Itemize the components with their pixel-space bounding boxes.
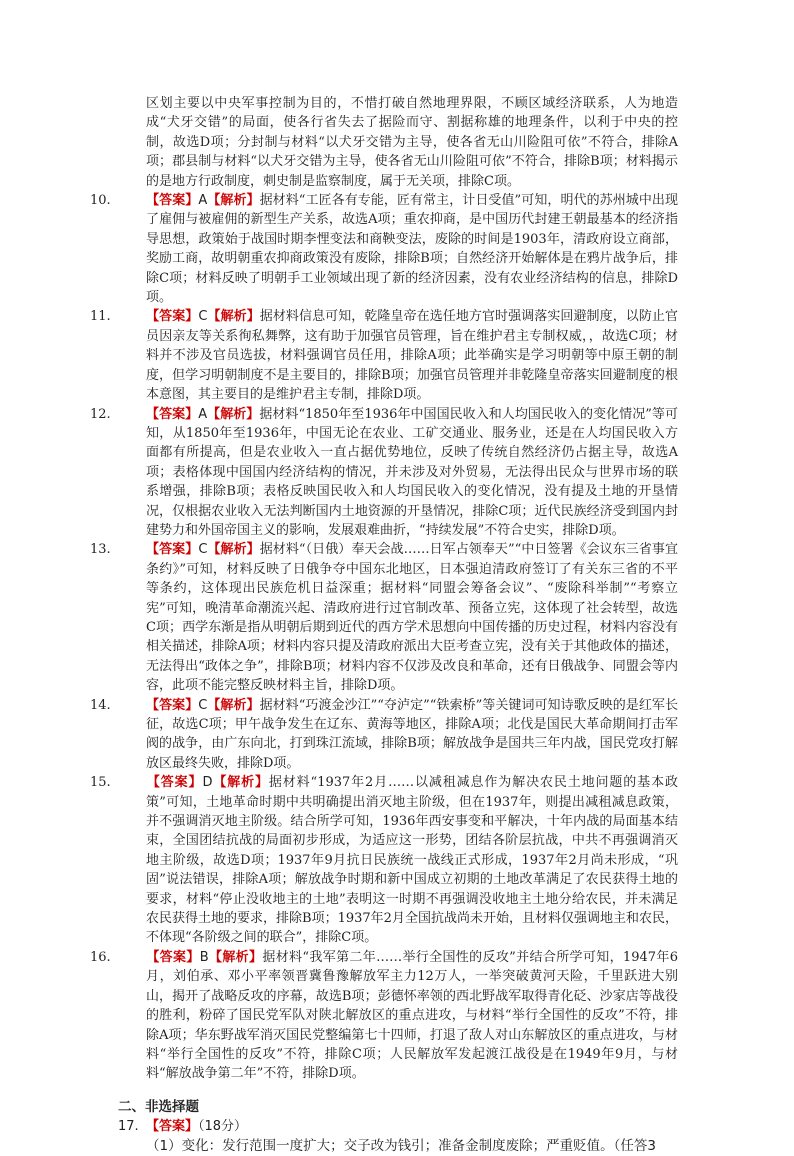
analysis-text: 据材料“工匠各有专能，匠有常主，计日受值”可知，明代的苏州城中出现了雇佣与被雇佣的新型生产关系，故选A项；重农抑商，是中国历代封建王朝最基本的经济指导思想，政策始于战国时期李悝变法和商鞅变法，废除的时间是1903年，清政府设立商部，奖励工商，故明朝重农抑商政策没有废除，排除B项；自然经济开始解体是在鸦片战争后，排除C项；材料反映了明朝手工业领域出现了新的经济因素，没有农业经济结构的信息，排除D项。 xyxy=(146,193,678,306)
item-number: 13. xyxy=(90,542,111,558)
analysis-tag: 【解析】 xyxy=(207,697,260,713)
answer-letter: A xyxy=(198,193,208,209)
answer-item-11 xyxy=(90,307,678,404)
answer-letter: C xyxy=(198,697,208,713)
analysis-tag: 【解析】 xyxy=(207,542,260,558)
analysis-tag: 【解析】 xyxy=(212,775,269,791)
analysis-tag: 【解析】 xyxy=(207,406,260,422)
answer-item-14 xyxy=(90,696,678,774)
analysis-tag: 【解析】 xyxy=(207,193,260,209)
answer-item-16 xyxy=(90,948,678,1084)
analysis-text: 据材料“（日俄）奉天会战……日军占领奉天”“中日签署《会议东三省事宜条约》”可知，材料反映了日俄争夺中国东北地区，日本强迫清政府签订了有关东三省的不平等条约，这体现出民族危机日益深重；据材料“同盟会筹备会议”、“废除科举制”“考察立宪”可知，晚清革命潮流兴起、清政府进行过官制改革、预备立宪，这体现了社会转型，故选C项；西学东渐是指从明朝后期到近代的西方学术思想向中国传播的历史过程，材料内容没有相关描述，排除A项；材料内容只提及清政府派出大臣考查立宪，没有关于其他政体的描述，无法得出“政体之争”，排除B项；材料内容不仅涉及改良和革命，还有日俄战争、同盟会等内容，此项不能完整反映材料主旨，排除D项。 xyxy=(146,542,678,694)
answer-tag: 【答案】 xyxy=(146,309,199,325)
analysis-tag: 【解析】 xyxy=(207,309,260,325)
answer-letter: A xyxy=(198,406,208,422)
answer-letter: C xyxy=(198,542,208,558)
score-label: （18分） xyxy=(198,1119,248,1135)
analysis-text: 据材料“1850年至1936年中国国民收入和人均国民收入的变化情况”等可知，从1850年至1936年，中国无论在农业、工矿交通业、服务业，还是在人均国民收入方面都有所提高，但是农业收入一直占据优势地位，反映了传统自然经济仍占据主导，故选A项；表格体现中国国内经济结构的情况，并未涉及对外贸易，无法得出民众与世界市场的联系增强，排除B项；表格反映国民收入和人均国民收入的变化情况，没有提及土地的开垦情况，仅根据农业收入无法判断国内土地资源的开垦情况，排除C项；近代民族经济受到国内封建势力和外国帝国主义的影响，发展艰难曲折，“持续发展”不符合史实，排除D项。 xyxy=(146,406,678,538)
answer-tag: 【答案】 xyxy=(146,775,203,791)
section-heading: 二、非选择题 xyxy=(118,1098,199,1115)
analysis-text: 据材料“1937年2月……以减租减息作为解决农民土地问题的基本政策”可知，土地革命时期中共明确提出消灭地主阶级，但在1937年，则提出减租减息政策，并不强调消灭地主阶级。结合所学可知，1936年西安事变和平解决，十年内战的局面基本结束，全国团结抗战的局面初步形成，为适应这一形势，团结各阶层抗战，中共不再强调消灭地主阶级，故选D项；1937年9月抗日民族统一战线正式形成，1937年2月尚未形成，“巩固”说法错误，排除A项；解放战争时期和新中国成立初期的土地改革满足了农民获得土地的要求，材料“停止没收地主的土地”表明这一时期不再强调没收地主土地分给农民，并未满足农民获得土地的要求，排除B项；1937年2月全国抗战尚未开始，且材料仅强调地主和农民，不体现“各阶级之间的联合”，排除C项。 xyxy=(146,775,678,946)
item-number: 15. xyxy=(90,775,111,791)
answer-letter: C xyxy=(198,309,208,325)
item-number: 12. xyxy=(90,406,111,422)
answer-item-12 xyxy=(90,405,678,541)
analysis-text: 据材料“巧渡金沙江”“夺泸定”“铁索桥”等关键词可知诗歌反映的是红军长征，故选C项；甲午战争发生在辽东、黄海等地区，排除A项；北伐是国民大革命期间打击军阀的战争，由广东向北，打到珠江流域，排除B项；解放战争是国共三年内战，国民党攻打解放区最终失败，排除D项。 xyxy=(146,697,678,771)
answer-item-17 xyxy=(118,1117,678,1136)
item-number: 14. xyxy=(90,697,111,713)
item-number: 10. xyxy=(90,193,111,209)
answer-tag: 【答案】 xyxy=(146,1119,199,1135)
previous-answer-continuation: 区划主要以中央军事控制为目的，不惜打破自然地理界限，不顾区域经济联系，人为地造成“犬牙交错”的局面，使各行省失去了据险而守、割据称雄的地理条件，以利于中央的控制，故选D项；分封制与材料“以犬牙交错为主导，使各省无山川险阻可依”不符合，排除A项；郡县制与材料“以犬牙交错为主导，使各省无山川险阻可依”不符合，排除B项；材料揭示的是地方行政制度，刺史制是监察制度，属于无关项，排除C项。 xyxy=(146,96,678,189)
item-number: 11. xyxy=(90,309,111,325)
analysis-text: 据材料信息可知，乾隆皇帝在选任地方官时强调落实回避制度，以防止官员因亲友等关系徇私舞弊，这有助于加强官员管理，旨在维护君主专制权威，，故选C项；材料并不涉及官员选拔，材料强调官员任用，排除A项；此举确实是学习明朝等中原王朝的制度，但学习明朝制度不是主要目的，排除B项；加强官员管理并非乾隆皇帝落实回避制度的根本意图，其主要目的是维护君主专制，排除D项。 xyxy=(146,309,678,403)
answer-content xyxy=(90,94,678,1156)
analysis-text: 据材料“我军第二年……举行全国性的反攻”并结合所学可知，1947年6月，刘伯承、邓小平率领晋冀鲁豫解放军主力12万人，一举突破黄河天险，千里跃进大别山，揭开了战略反攻的序幕，故选B项；彭德怀率领的西北野战军取得青化砭、沙家店等战役的胜利，粉碎了国民党军队对陕北解放区的重点进攻，与材料“举行全国性的反攻”不符，排除A项；华东野战军消灭国民党整编第七十四师，打退了敌人对山东解放区的重点进攻，与材料“举行全国性的反攻”不符，排除C项；人民解放军发起渡江战役是在1949年9月，与材料“解放战争第二年”不符，排除D项。 xyxy=(146,949,678,1082)
answer-item-13 xyxy=(90,540,678,695)
answer-item-10 xyxy=(90,191,678,307)
answer-tag: 【答案】 xyxy=(146,406,199,422)
answer-tag: 【答案】 xyxy=(146,949,200,965)
answer-letter: D xyxy=(202,775,213,791)
answer-letter: B xyxy=(199,949,209,965)
answer-tag: 【答案】 xyxy=(146,697,199,713)
answer-tag: 【答案】 xyxy=(146,193,199,209)
item-number: 16. xyxy=(90,949,111,965)
item-number: 17. xyxy=(118,1119,139,1135)
answer-tag: 【答案】 xyxy=(146,542,199,558)
answer-list xyxy=(90,191,678,1084)
sub-answer-1: （1）变化：发行范围一度扩大；交子改为钱引；准备金制度废除；严重贬值。（任答3 xyxy=(146,1137,656,1154)
analysis-tag: 【解析】 xyxy=(208,949,263,965)
answer-item-15 xyxy=(90,773,678,948)
